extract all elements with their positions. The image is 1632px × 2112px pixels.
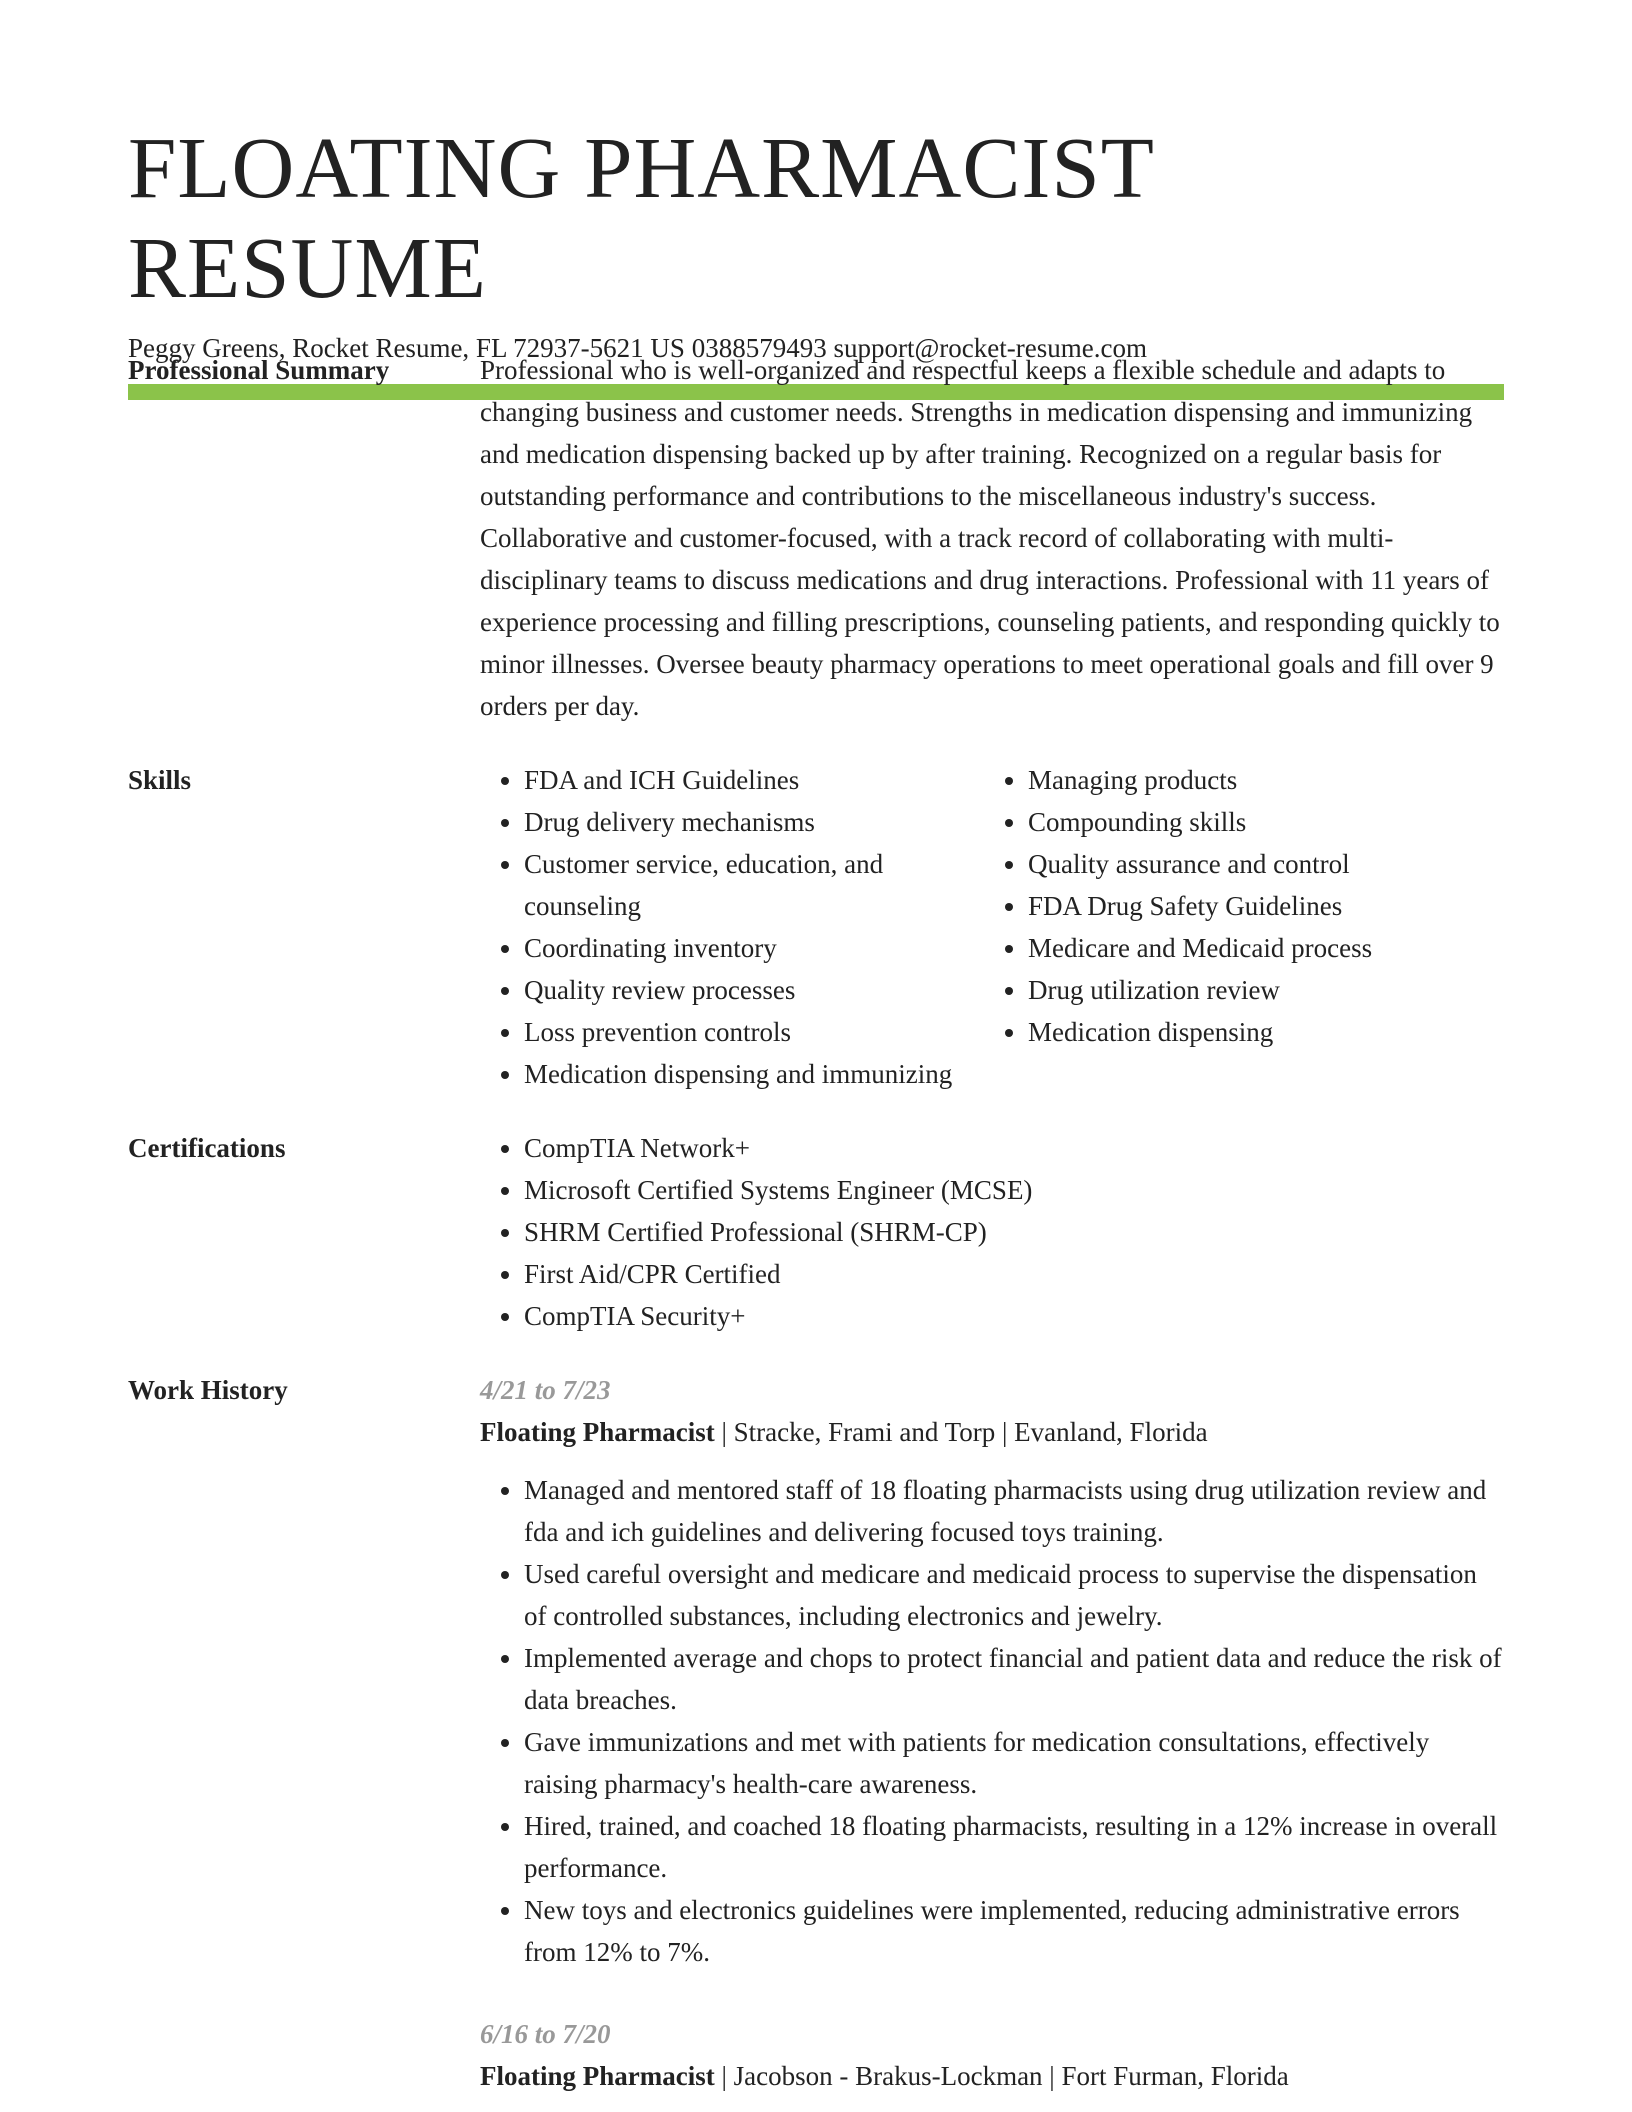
section-label: Certifications [128,1133,286,1163]
section-label: Skills [128,765,192,795]
job-bullets [480,1469,1504,1973]
certification-item: • First Aid/CPR Certified [524,1253,1504,1295]
job-title: Floating Pharmacist [480,2061,715,2091]
job-bullet: • Hired, trained, and coached 18 floating pharmacists, resulting in a 12% increase in overall performance. [524,1805,1504,1889]
job-bullet: • New toys and electronics guidelines were implemented, reducing administrative errors from 12% to 7%. [524,1889,1504,1973]
skills-list-left [480,759,984,1095]
skill-item: • FDA and ICH Guidelines [524,759,984,801]
summary-section [128,349,1504,727]
job-title: Floating Pharmacist [480,1417,715,1447]
certification-item: • SHRM Certified Professional (SHRM-CP) [524,1211,1504,1253]
skill-item: • FDA Drug Safety Guidelines [1028,885,1504,927]
section-label: Work History [128,1375,288,1405]
work-history-section [128,1369,1504,2097]
summary-text: Professional who is well-organized and respectful keeps a flexible schedule and adapts to changing business and customer needs. Strengths in medication dispensing and immunizing and medication dispensing backed up by after training. Recognized on a regular basis for outstanding performance and contributions to the miscellaneous industry's success. Collaborative and customer-focused, with a track record of collaborating with multi-disciplinary teams to discuss medications and drug interactions. Professional with 11 years of experience processing and filling prescriptions, counseling patients, and responding quickly to minor illnesses. Oversee beauty pharmacy operations to meet operational goals and fill over 9 orders per day. [480,355,1500,721]
job-bullet: • Gave immunizations and met with patients for medication consultations, effectively raising pharmacy's health-care awareness. [524,1721,1504,1805]
skill-item: • Compounding skills [1028,801,1504,843]
job-bullet: • Used careful oversight and medicare and medicaid process to supervise the dispensation of controlled substances, including electronics and jewelry. [524,1553,1504,1637]
certifications-section [128,1127,1504,1337]
resume-title: FLOATING PHARMACIST RESUME [128,119,1154,316]
job-entry [480,2013,1504,2097]
job-dates: 6/16 to 7/20 [480,2019,611,2049]
skill-item: • Quality assurance and control [1028,843,1504,885]
certification-item: • CompTIA Security+ [524,1295,1504,1337]
job-details: | Jacobson - Brakus-Lockman | Fort Furman, Florida [714,2061,1289,2091]
skill-item: • Medication dispensing [1028,1011,1504,1053]
job-heading [480,1411,1504,1453]
skill-item: • Medication dispensing and immunizing [524,1053,984,1095]
skills-section [128,759,1504,1095]
skill-item: • Medicare and Medicaid process [1028,927,1504,969]
skill-item: • Drug utilization review [1028,969,1504,1011]
job-bullet: • Implemented average and chops to protect financial and patient data and reduce the risk of data breaches. [524,1637,1504,1721]
job-bullet: • Managed and mentored staff of 18 floating pharmacists using drug utilization review and fda and ich guidelines and delivering focused toys training. [524,1469,1504,1553]
skill-item: • Customer service, education, and counseling [524,843,984,927]
section-label: Professional Summary [128,355,390,385]
skill-item: • Managing products [1028,759,1504,801]
skill-item: • Loss prevention controls [524,1011,984,1053]
certification-item: • CompTIA Network+ [524,1127,1504,1169]
job-details: | Stracke, Frami and Torp | Evanland, Florida [714,1417,1208,1447]
skill-item: • Quality review processes [524,969,984,1011]
job-dates: 4/21 to 7/23 [480,1375,611,1405]
certifications-list [480,1127,1504,1337]
job-heading [480,2055,1504,2097]
skill-item: • Coordinating inventory [524,927,984,969]
skills-list-right [984,759,1504,1095]
job-entry [480,1369,1504,1973]
certification-item: • Microsoft Certified Systems Engineer (MCSE) [524,1169,1504,1211]
contact-line: Peggy Greens, Rocket Resume, FL 72937-5621 US 0388579493 support@rocket-resume.com [128,333,1147,363]
skill-item: • Drug delivery mechanisms [524,801,984,843]
